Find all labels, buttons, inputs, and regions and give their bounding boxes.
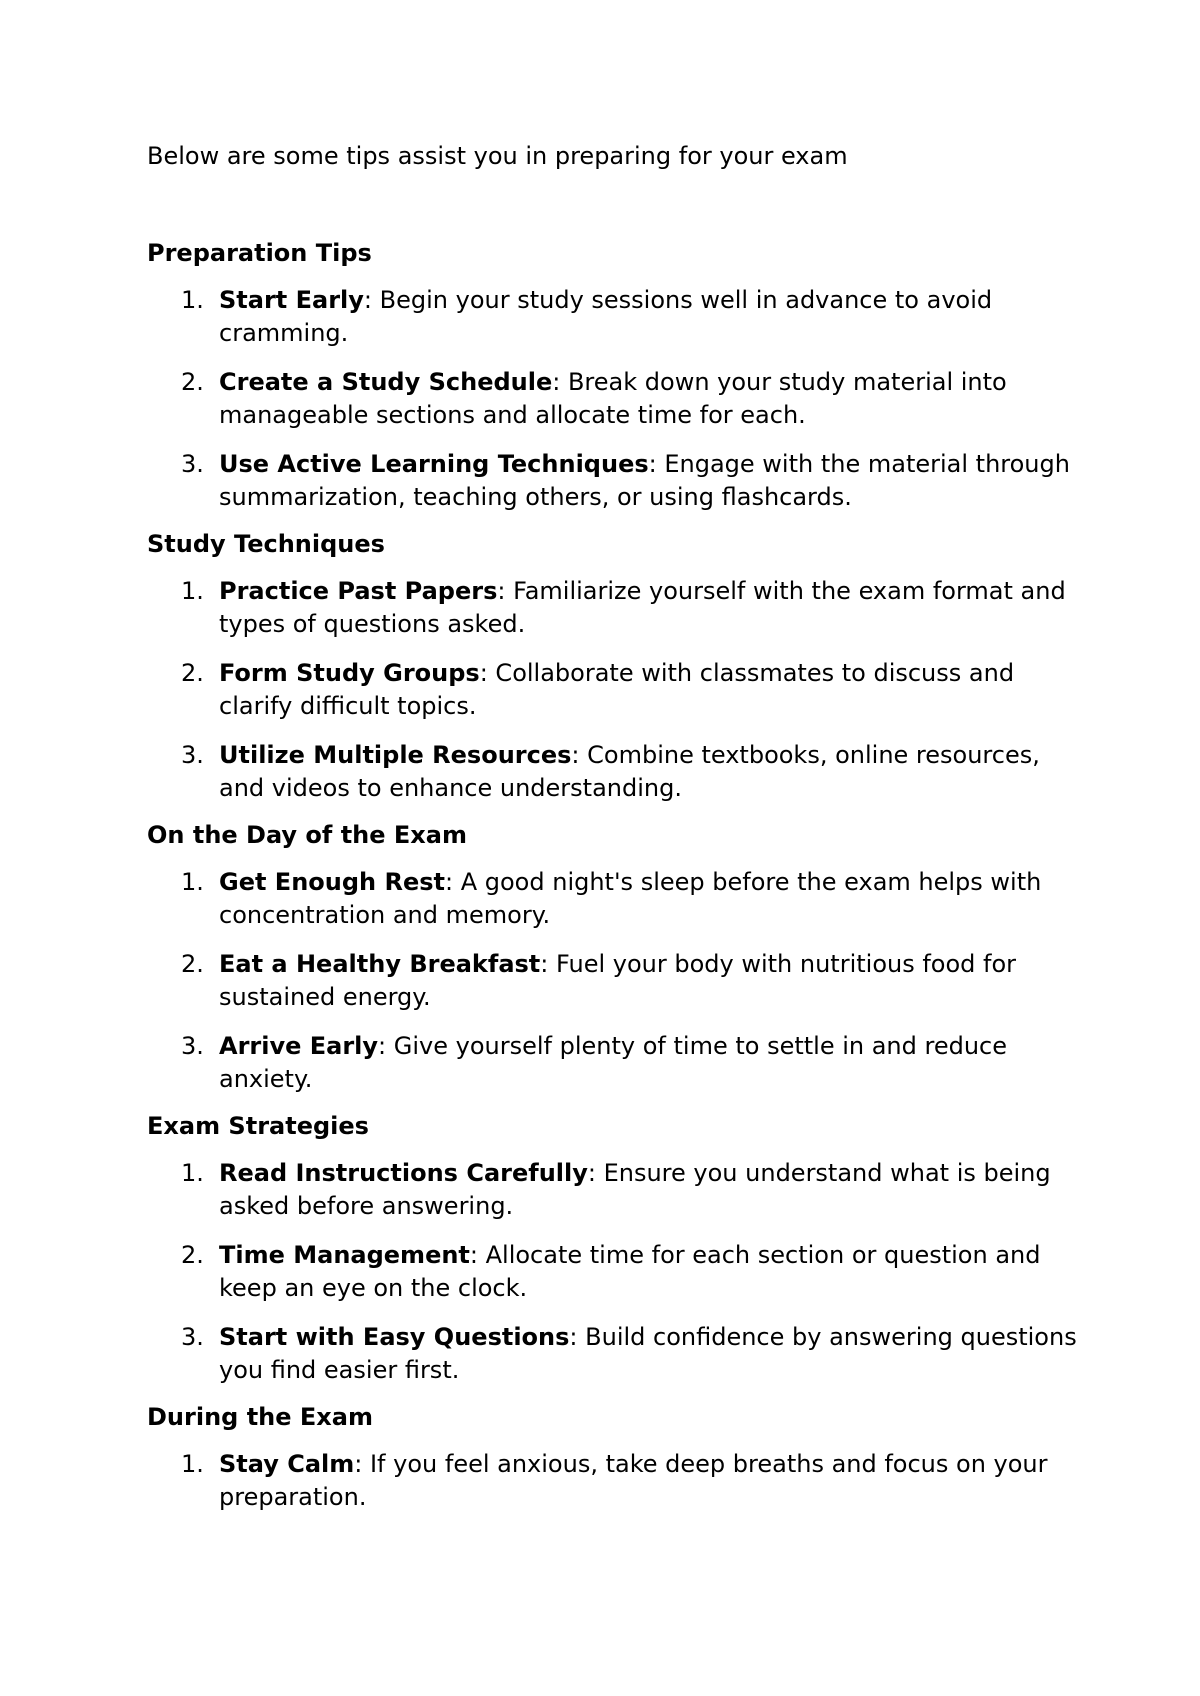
tip-title: Create a Study Schedule: [219, 368, 553, 396]
tip-text: : Fuel your body with nutritious food for sustained energy.: [219, 950, 1017, 1011]
list-number: 2.: [181, 659, 204, 687]
list-item: [147, 866, 1077, 932]
tip-text: : Give yourself plenty of time to settle in and reduce anxiety.: [219, 1032, 1008, 1093]
section-heading: Exam Strategies: [147, 1112, 369, 1140]
tip-title: Read Instructions Carefully: [219, 1159, 588, 1187]
list-item: [147, 1239, 1077, 1305]
list-number: 3.: [181, 1032, 204, 1060]
list-item: [147, 948, 1077, 1014]
section-heading: Preparation Tips: [147, 239, 372, 267]
list-item: [147, 739, 1077, 805]
section-heading: Study Techniques: [147, 530, 385, 558]
intro-paragraph: Below are some tips assist you in preparing for your exam: [147, 142, 848, 170]
document-page: [147, 140, 1077, 1528]
section-during-exam: [147, 1401, 1077, 1514]
section-exam-strategies: [147, 1110, 1077, 1387]
tip-list: [147, 1157, 1077, 1387]
list-number: 2.: [181, 950, 204, 978]
list-number: 3.: [181, 741, 204, 769]
tip-title: Time Management: [219, 1241, 470, 1269]
tip-title: Form Study Groups: [219, 659, 480, 687]
tip-list: [147, 866, 1077, 1096]
tip-text: : Engage with the material through summarization, teaching others, or using flashcards.: [219, 450, 1070, 511]
list-number: 3.: [181, 450, 204, 478]
tip-text: : Familiarize yourself with the exam format and types of questions asked.: [219, 577, 1066, 638]
list-item: [147, 1448, 1077, 1514]
list-item: [147, 1157, 1077, 1223]
tip-title: Arrive Early: [219, 1032, 379, 1060]
tip-title: Get Enough Rest: [219, 868, 445, 896]
tip-title: Utilize Multiple Resources: [219, 741, 572, 769]
list-item: [147, 448, 1077, 514]
tip-text: : A good night's sleep before the exam helps with concentration and memory.: [219, 868, 1042, 929]
tip-title: Practice Past Papers: [219, 577, 498, 605]
section-heading: On the Day of the Exam: [147, 821, 467, 849]
list-number: 1.: [181, 577, 204, 605]
list-number: 1.: [181, 1159, 204, 1187]
list-number: 1.: [181, 286, 204, 314]
list-number: 2.: [181, 1241, 204, 1269]
tip-text: : Ensure you understand what is being asked before answering.: [219, 1159, 1051, 1220]
tip-title: Start with Easy Questions: [219, 1323, 570, 1351]
tip-title: Stay Calm: [219, 1450, 355, 1478]
list-number: 1.: [181, 1450, 204, 1478]
tip-list: [147, 1448, 1077, 1514]
list-item: [147, 575, 1077, 641]
list-item: [147, 284, 1077, 350]
section-heading: During the Exam: [147, 1403, 373, 1431]
tip-list: [147, 284, 1077, 514]
section-preparation-tips: [147, 237, 1077, 514]
section-study-techniques: [147, 528, 1077, 805]
tip-text: : If you feel anxious, take deep breaths and focus on your preparation.: [219, 1450, 1048, 1511]
tip-text: : Build confidence by answering questions you find easier first.: [219, 1323, 1077, 1384]
tip-text: : Begin your study sessions well in advance to avoid cramming.: [219, 286, 993, 347]
tip-text: : Allocate time for each section or question and keep an eye on the clock.: [219, 1241, 1041, 1302]
section-day-of-exam: [147, 819, 1077, 1096]
list-item: [147, 1030, 1077, 1096]
tip-text: : Combine textbooks, online resources, and videos to enhance understanding.: [219, 741, 1040, 802]
list-number: 1.: [181, 868, 204, 896]
tip-title: Use Active Learning Techniques: [219, 450, 649, 478]
list-number: 2.: [181, 368, 204, 396]
tip-text: : Break down your study material into manageable sections and allocate time for each.: [219, 368, 1007, 429]
tip-title: Start Early: [219, 286, 364, 314]
list-item: [147, 1321, 1077, 1387]
list-number: 3.: [181, 1323, 204, 1351]
tip-text: : Collaborate with classmates to discuss and clarify difficult topics.: [219, 659, 1015, 720]
list-item: [147, 657, 1077, 723]
tip-title: Eat a Healthy Breakfast: [219, 950, 541, 978]
tip-list: [147, 575, 1077, 805]
list-item: [147, 366, 1077, 432]
